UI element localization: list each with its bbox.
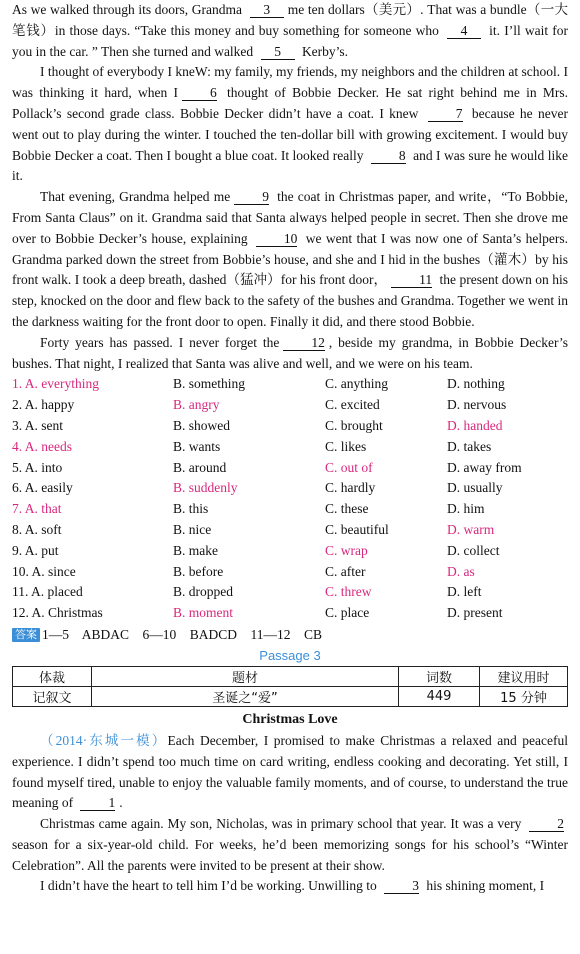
options-list — [12, 374, 568, 624]
table-header-cell: 体裁 — [13, 666, 92, 686]
blank-6: 6 — [182, 85, 217, 101]
option-item: C. threw — [325, 584, 372, 600]
p3-blank-2: 2 — [529, 816, 564, 832]
blank-4: 4 — [447, 23, 481, 39]
passage2-para-3: That evening, Grandma helped me 9 the coat in Christmas paper, and write，“To Bobbie, From Santa Claus” on it. Grandma said that Santa always helped people in secret. Then she drove me over to Bobbie Decker’s house, explaining 10 we went that I was now one of Santa’s helpers. Grandma parked down the street from Bobbie’s house, and she and I hid in the bushes（灌木）by his front walk. I took a deep breath, dashed（猛冲）for his front door， 11 the present down on his step, knocked on the door and flew back to the safety of the bushes and Grandma. Together we went in the darkness waiting for the front door to open. Finally it did, and there stood Bobbie. — [12, 189, 568, 329]
table-cell: 圣诞之“爱” — [92, 686, 399, 706]
table-header-row — [13, 666, 568, 686]
option-item: C. anything — [325, 376, 388, 392]
option-item: C. wrap — [325, 542, 368, 558]
option-row — [12, 541, 568, 562]
option-item: D. him — [447, 501, 485, 517]
option-item: D. away from — [447, 459, 522, 475]
option-item: D. nothing — [447, 376, 505, 392]
option-item: B. around — [173, 459, 227, 475]
answer-text: 1—5 ABDAC 6—10 BADCD 11—12 CB — [42, 626, 323, 642]
table-cell: 15 分钟 — [480, 686, 568, 706]
option-item: 12. A. Christmas — [12, 605, 103, 621]
option-item: B. moment — [173, 605, 233, 621]
blank-5: 5 — [261, 44, 295, 60]
option-item: D. handed — [447, 417, 503, 433]
option-item: C. after — [325, 563, 366, 579]
option-row — [12, 582, 568, 603]
blank-10: 10 — [256, 231, 298, 247]
option-item: B. angry — [173, 397, 220, 413]
option-item: C. beautiful — [325, 521, 389, 537]
option-item: 9. A. put — [12, 542, 59, 558]
answer-tag: 答案 — [12, 628, 40, 642]
table-cell: 449 — [399, 686, 480, 706]
option-item: 3. A. sent — [12, 417, 64, 433]
blank-7: 7 — [428, 106, 463, 122]
option-row — [12, 478, 568, 499]
option-item: D. left — [447, 584, 482, 600]
option-item: D. warm — [447, 521, 495, 537]
blank-8: 8 — [371, 148, 406, 164]
table-cell: 记叙文 — [13, 686, 92, 706]
option-row — [12, 499, 568, 520]
option-row — [12, 437, 568, 458]
option-item: B. suddenly — [173, 480, 238, 496]
option-item: C. place — [325, 605, 370, 621]
option-item: D. usually — [447, 480, 503, 496]
passage3-title: Christmas Love — [242, 711, 338, 727]
option-item: D. takes — [447, 438, 492, 454]
table-row — [13, 686, 568, 706]
option-item: B. before — [173, 563, 224, 579]
passage3-heading: Passage 3 — [259, 647, 321, 663]
option-row — [12, 520, 568, 541]
blank-12: 12 — [283, 335, 325, 351]
source-label: （2014·东城一模） — [40, 732, 168, 748]
p3-blank-1: 1 — [80, 795, 115, 811]
passage2-para-2: I thought of everybody I kneW: my family, my friends, my neighbors and the children at school. I was thinking it hard, when I 6 thought of Bobbie Decker. He sat right behind me in Mrs. Pollack’s second grade class. Bobbie Decker didn’t have a coat. I knew 7 because he never went out to play during the winter. I touched the ten-dollar bill with growing excitement. I would buy Bobbie Decker a coat. Then I bought a blue coat. It looked really 8 and I was sure he would like it. — [12, 64, 568, 184]
option-item: 7. A. that — [12, 501, 62, 517]
option-item: 1. A. everything — [12, 376, 99, 392]
passage2-para-4: Forty years has passed. I never forget the 12 , beside my grandma, in Bobbie Decker’s bushes. That night, I realized that Santa was alive and well, and we were on his team. — [12, 334, 568, 371]
option-row — [12, 458, 568, 479]
option-item: B. make — [173, 542, 218, 558]
option-item: 5. A. into — [12, 459, 63, 475]
option-item: 8. A. soft — [12, 521, 62, 537]
option-item: B. showed — [173, 417, 230, 433]
passage2-para-1: As we walked through its doors, Grandma 3 me ten dollars（美元）. That was a bundle（一大笔钱）in those days. “Take this money and buy something for someone who 4 it. I’ll wait for you in the car. ” Then she turned and walked 5 Kerby’s. — [12, 2, 568, 59]
table-header-cell: 题材 — [92, 666, 399, 686]
passage3-para-2: Christmas came again. My son, Nicholas, was in primary school that year. It was a very 2 season for a six-year-old child. For weeks, he’d been memorizing songs for his school’s “Winter Celebration”. All the parents were invited to be present at their show. — [12, 816, 568, 873]
option-row — [12, 562, 568, 583]
option-item: D. present — [447, 605, 503, 621]
option-row — [12, 416, 568, 437]
passage-info-table — [12, 666, 568, 707]
blank-3: 3 — [250, 2, 284, 18]
passage3-para-3: I didn’t have the heart to tell him I’d be working. Unwilling to 3 his shining moment, I — [40, 878, 545, 894]
option-item: C. likes — [325, 438, 367, 454]
passage3-para-1: （2014·东城一模）Each December, I promised to make Christmas a relaxed and peaceful experience. I didn’t spend too much time on card writing, endless cooking and decorating. Yet still, I found myself tired, unable to enjoy the valuable family moments, and of course, to understand the true meaning of 1 . — [12, 732, 568, 811]
option-item: C. these — [325, 501, 369, 517]
option-item: C. excited — [325, 397, 380, 413]
option-row — [12, 603, 568, 624]
option-item: C. hardly — [325, 480, 376, 496]
p3-blank-3: 3 — [384, 878, 419, 894]
option-row — [12, 374, 568, 395]
option-item: D. as — [447, 563, 475, 579]
option-item: 6. A. easily — [12, 480, 73, 496]
option-row — [12, 395, 568, 416]
option-item: B. nice — [173, 521, 212, 537]
answer-line — [12, 624, 568, 646]
option-item: 11. A. placed — [12, 584, 83, 600]
option-item: B. this — [173, 501, 209, 517]
blank-9: 9 — [234, 189, 269, 205]
option-item: D. nervous — [447, 397, 507, 413]
option-item: C. brought — [325, 417, 383, 433]
option-item: B. something — [173, 376, 246, 392]
option-item: B. dropped — [173, 584, 233, 600]
option-item: B. wants — [173, 438, 221, 454]
option-item: 4. A. needs — [12, 438, 72, 454]
option-item: D. collect — [447, 542, 500, 558]
option-item: 10. A. since — [12, 563, 76, 579]
blank-11: 11 — [391, 272, 432, 288]
option-item: 2. A. happy — [12, 397, 75, 413]
table-header-cell: 词数 — [399, 666, 480, 686]
option-item: C. out of — [325, 459, 373, 475]
table-header-cell: 建议用时 — [480, 666, 568, 686]
